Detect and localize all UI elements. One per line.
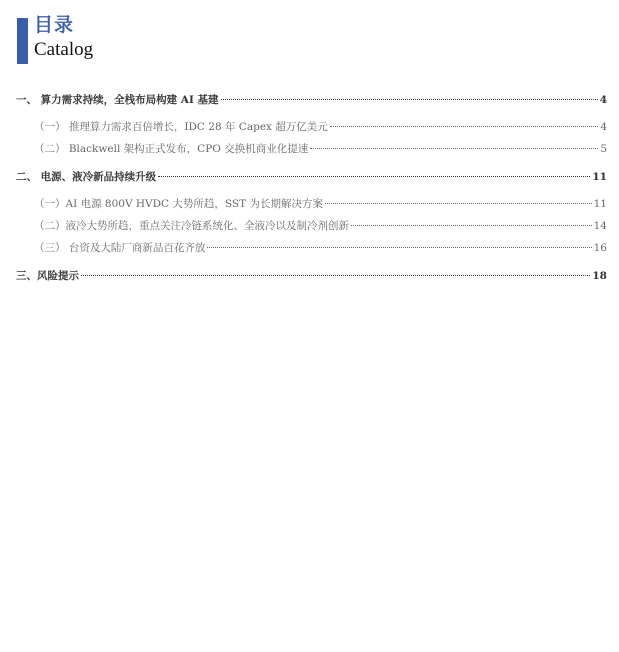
toc-entry-page: 5: [600, 143, 607, 155]
dot-leader: [310, 148, 598, 149]
toc-entry-section-1-2[interactable]: [16, 142, 607, 156]
dot-leader: [207, 247, 591, 248]
page-subtitle: Catalog: [34, 39, 94, 60]
toc-entry-page: 18: [592, 270, 607, 282]
toc-entry-page: 16: [593, 242, 607, 254]
toc-entry-page: 4: [599, 94, 607, 106]
toc-entry-text: （一）AI 电源 800V HVDC 大势所趋，SST 为长期解决方案: [34, 198, 323, 210]
dot-leader: [158, 176, 590, 177]
toc-entry-page: 11: [593, 198, 607, 210]
toc-entry-text: （二） Blackwell 架构正式发布，CPO 交换机商业化提速: [34, 143, 309, 155]
toc-entry-page: 14: [593, 220, 607, 232]
dot-leader: [81, 275, 590, 276]
accent-bar: [17, 18, 28, 64]
toc-entry-section-2[interactable]: [16, 170, 607, 184]
toc-entry-section-1-1[interactable]: [16, 120, 607, 134]
toc-entry-text: （二）液冷大势所趋，重点关注冷链系统化、全液冷以及制冷剂创新: [34, 220, 349, 232]
toc-entry-section-1[interactable]: [16, 93, 607, 107]
toc-entry-section-3[interactable]: [16, 269, 607, 283]
toc-entry-section-2-3[interactable]: [16, 241, 607, 255]
toc-entry-text: （一） 推理算力需求百倍增长，IDC 28 年 Capex 超万亿美元: [34, 121, 328, 133]
toc-entry-text: （三） 台资及大陆厂商新品百花齐放: [34, 242, 206, 254]
toc-entry-text: 一、 算力需求持续，全栈布局构建 AI 基建: [16, 94, 219, 106]
toc-header: [17, 14, 93, 64]
dot-leader: [351, 225, 592, 226]
dot-leader: [325, 203, 592, 204]
table-of-contents: [16, 93, 607, 283]
toc-entry-page: 11: [592, 171, 607, 183]
toc-entry-text: 二、 电源、液冷新品持续升级: [16, 171, 157, 183]
toc-entry-section-2-1[interactable]: [16, 197, 607, 211]
toc-entry-page: 4: [600, 121, 607, 133]
dot-leader: [221, 99, 598, 100]
dot-leader: [330, 126, 599, 127]
toc-entry-section-2-2[interactable]: [16, 219, 607, 233]
toc-entry-text: 三、风险提示: [16, 270, 79, 282]
title-block: [34, 14, 93, 64]
page-title: 目录: [34, 14, 75, 36]
